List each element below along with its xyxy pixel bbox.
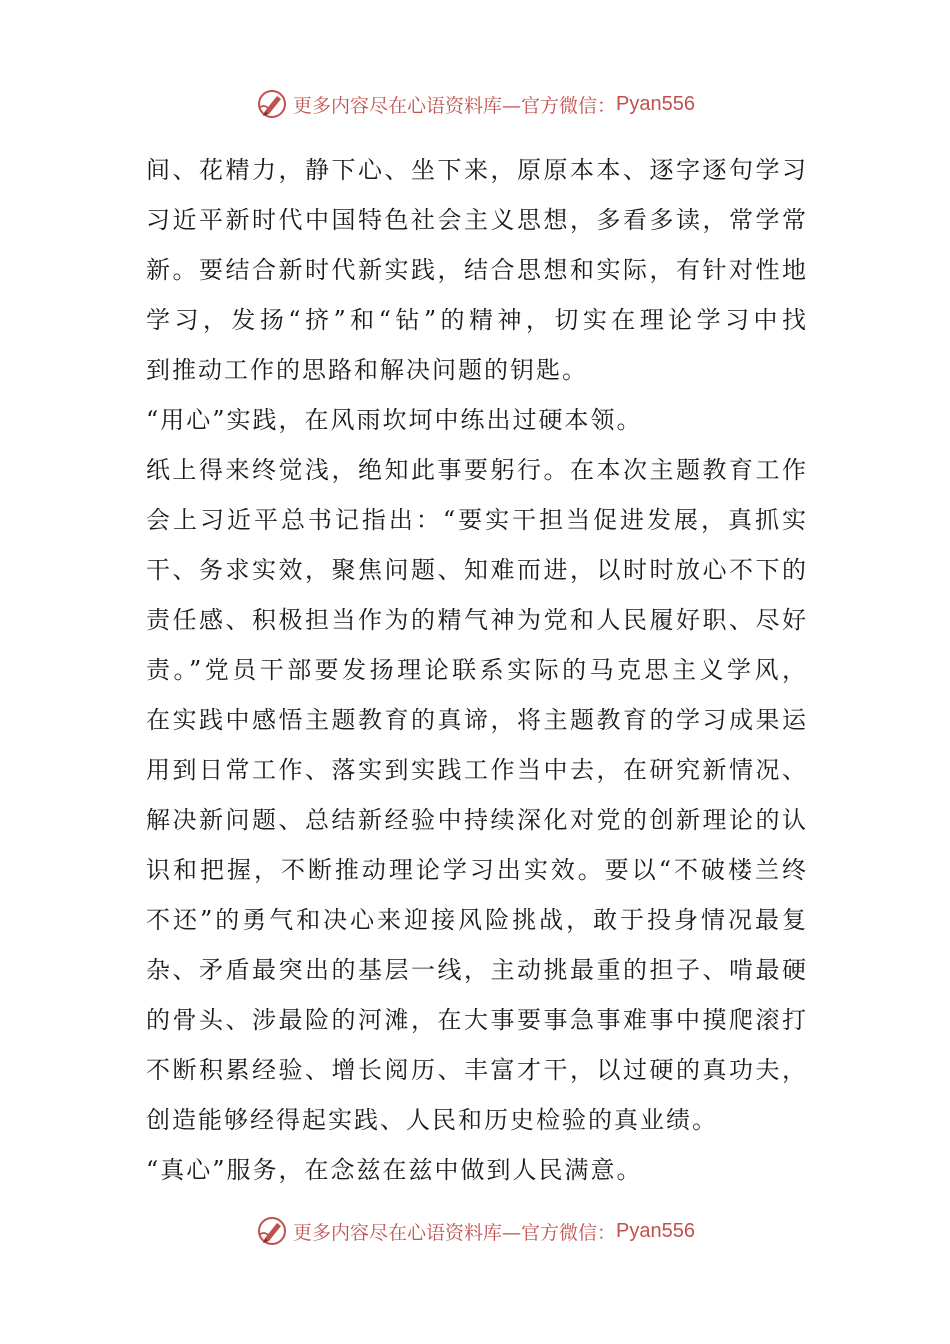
text-line: “真心”服务，在念兹在兹中做到人民满意。: [146, 1156, 643, 1184]
paragraph: [146, 145, 806, 395]
watermark-site-text: 更多内容尽在心语资料库—官方微信：: [293, 94, 617, 117]
text-line: 的骨头、涉最险的河滩，在大事要事急事难事中摸爬滚打: [146, 1006, 806, 1034]
watermark-wechat-id: Pyan556: [616, 92, 695, 115]
header-watermark: [0, 84, 950, 124]
watermark-wechat-id: Pyan556: [616, 1219, 695, 1242]
text-line: 解决新问题、总结新经验中持续深化对党的创新理论的认: [146, 806, 806, 834]
paragraph: [146, 1145, 806, 1195]
pen-nib-circle-icon: [255, 1214, 289, 1248]
text-line: 责任感、积极担当作为的精气神为党和人民履好职、尽好: [146, 606, 806, 634]
text-line: 在实践中感悟主题教育的真谛，将主题教育的学习成果运: [146, 706, 806, 734]
text-line: 不断积累经验、增长阅历、丰富才干，以过硬的真功夫，: [146, 1056, 806, 1084]
text-line: 责。”党员干部要发扬理论联系实际的马克思主义学风，: [146, 656, 806, 684]
watermark-site-text: 更多内容尽在心语资料库—官方微信：: [293, 1221, 617, 1244]
text-line: 杂、矛盾最突出的基层一线，主动挑最重的担子、啃最硬: [146, 956, 806, 984]
footer-watermark: [0, 1211, 950, 1251]
text-line: “用心”实践，在风雨坎坷中练出过硬本领。: [146, 406, 643, 434]
text-line: 创造能够经得起实践、人民和历史检验的真业绩。: [146, 1106, 718, 1134]
text-line: 新。要结合新时代新实践，结合思想和实际，有针对性地: [146, 256, 806, 284]
text-line: 不还”的勇气和决心来迎接风险挑战，敢于投身情况最复: [146, 906, 806, 934]
text-line: 用到日常工作、落实到实践工作当中去，在研究新情况、: [146, 756, 806, 784]
text-line: 习近平新时代中国特色社会主义思想，多看多读，常学常: [146, 206, 806, 234]
paragraph: [146, 445, 806, 1145]
paragraph: [146, 395, 806, 445]
text-line: 识和把握，不断推动理论学习出实效。要以“不破楼兰终: [146, 856, 806, 884]
text-line: 会上习近平总书记指出：“要实干担当促进发展，真抓实: [146, 506, 806, 534]
text-line: 间、花精力，静下心、坐下来，原原本本、逐字逐句学习: [146, 156, 806, 184]
text-line: 纸上得来终觉浅，绝知此事要躬行。在本次主题教育工作: [146, 456, 806, 484]
text-line: 学习，发扬“挤”和“钻”的精神，切实在理论学习中找: [146, 306, 806, 334]
text-line: 干、务求实效，聚焦问题、知难而进，以时时放心不下的: [146, 556, 806, 584]
pen-nib-circle-icon: [255, 87, 289, 121]
text-line: 到推动工作的思路和解决问题的钥匙。: [146, 356, 588, 384]
document-body: [146, 145, 806, 1195]
